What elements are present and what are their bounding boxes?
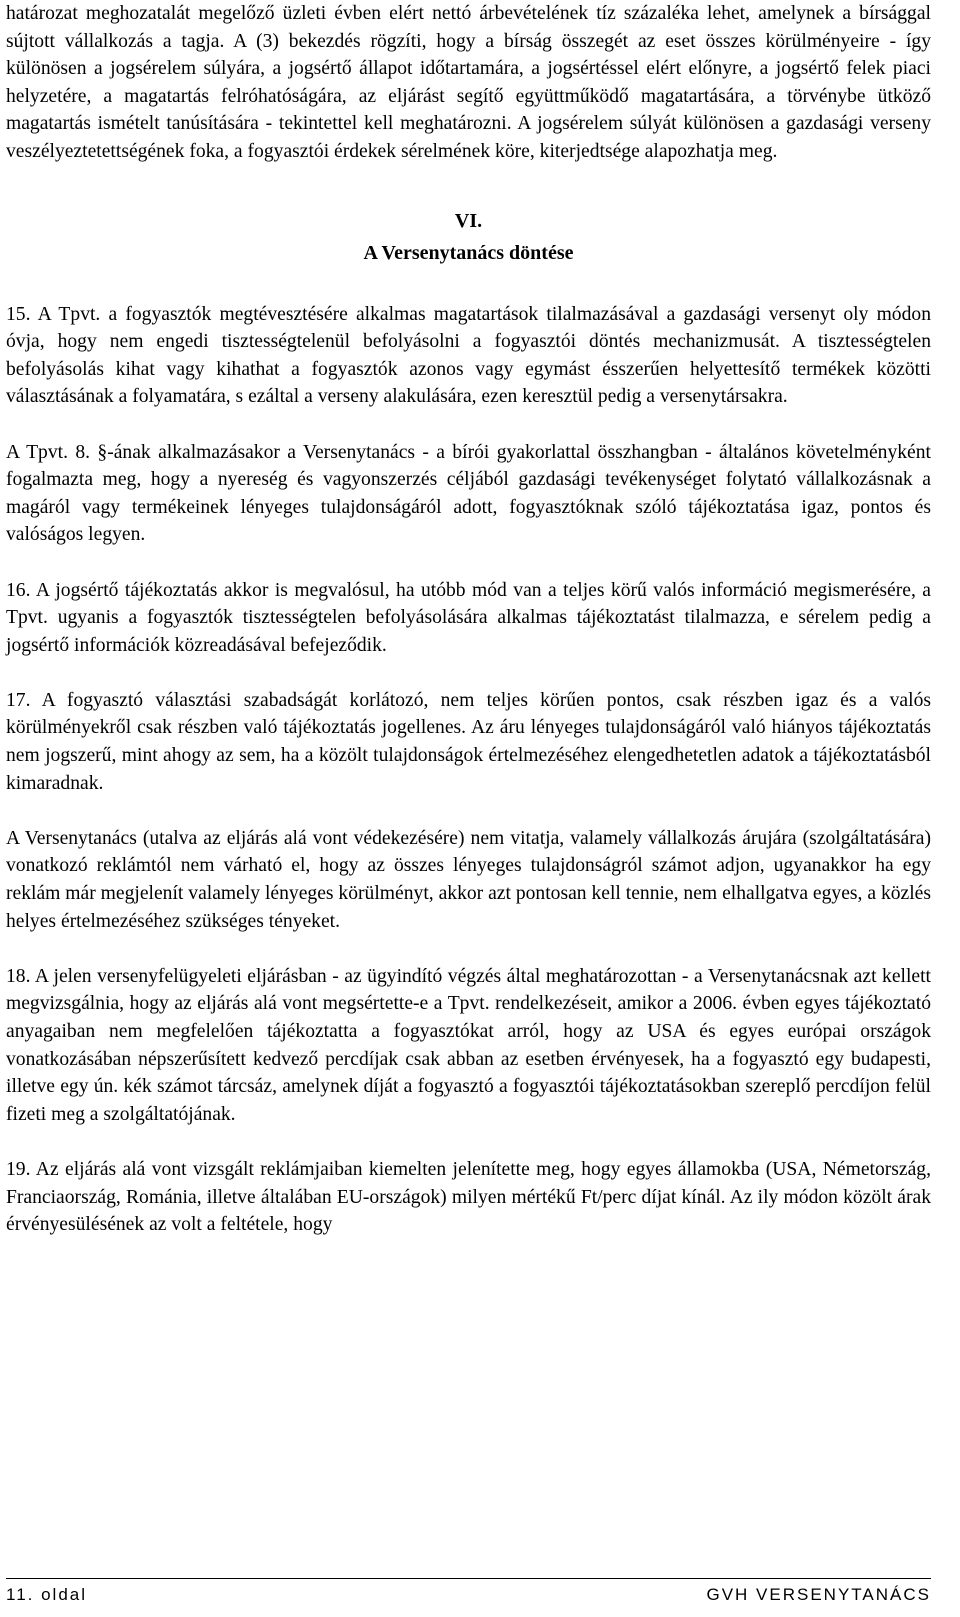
document-page	[6, 0, 931, 1239]
paragraph-18: 18. A jelen versenyfelügyeleti eljárásban - az ügyindító végzés által meghatározottan - a Versenytanácsnak azt kellett megvizsgálnia, hogy az eljárás alá vont megsértette-e a Tpvt. rendelkezéseit, amikor a 2006. évben egyes tájékoztató anyagaiban nem megfelelően tájékoztatta a fogyasztókat arról, hogy az USA és egyes európai országok vonatkozásában népszerűsített kedvező percdíjak csak abban az esetben érvényesek, ha a fogyasztó egy budapesti, illetve egy ún. kék számot tárcsáz, amelynek díját a fogyasztó a fogyasztói tájékoztatásokban szereplő percdíjon felül fizeti meg a szolgáltatójának.	[6, 965, 931, 1125]
paragraph-19: 19. Az eljárás alá vont vizsgált reklámjaiban kiemelten jelenítette meg, hogy egyes államokba (USA, Németország, Franciaország, Románia, illetve általában EU-országok) milyen mértékű Ft/perc díjat kínál. Az ily módon közölt árak érvényesülésének az volt a feltétele, hogy	[6, 1158, 931, 1236]
section-heading	[6, 205, 931, 269]
page-number: 11. oldal	[6, 1585, 88, 1604]
paragraph-versenytanacs: A Versenytanács (utalva az eljárás alá vont védekezésére) nem vitatja, valamely vállalkozás árujára (szolgáltatására) vonatkozó reklámtól nem várható el, hogy az összes lényeges tulajdonságról számot adjon, ugyanakkor ha egy reklám már megjelenít valamely lényeges körülményt, akkor azt pontosan kell tennie, nem elhallgatva egyes, a közlés helyes értelmezéséhez szükséges tényeket.	[6, 827, 931, 932]
footer-divider	[6, 1578, 931, 1579]
intro-paragraph: határozat meghozatalát megelőző üzleti évben elért nettó árbevételének tíz százaléka lehet, amelynek a bírsággal sújtott vállalkozás a tagja. A (3) bekezdés rögzíti, hogy a bírság összegét az eset összes körülményeire - így különösen a jogsérelem súlyára, a jogsértő állapot időtartamára, a jogsértéssel elért előnyre, a jogsértő felek piaci helyzetére, a magatartás felróhatóságára, az eljárást segítő együttműködő magatartására, a törvénybe ütköző magatartás ismételt tanúsítására - tekintettel kell meghatározni. A jogsérelem súlyát különösen a gazdasági verseny veszélyeztetettségének foka, a fogyasztói érdekek sérelmének köre, kiterjedtsége alapozhatja meg.	[6, 3, 931, 162]
paragraph-16: 16. A jogsértő tájékoztatás akkor is megvalósul, ha utóbb mód van a teljes körű valós információ megismerésére, a Tpvt. ugyanis a fogyasztók tisztességtelen befolyásolására alkalmas tájékoztatást tilalmazza, e sérelem pedig a jogsértő információk közreadásával befejeződik.	[6, 579, 931, 656]
page-footer	[6, 1578, 931, 1608]
paragraph-15: 15. A Tpvt. a fogyasztók megtévesztésére alkalmas magatartások tilalmazásával a gazdasági versenyt oly módon óvja, hogy nem engedi tisztességtelenül befolyásolni a fogyasztói döntés mechanizmusát. A tisztességtelen befolyásolás kihat vagy kihathat a fogyasztók azonos vagy egymást ésszerűen helyettesítő termékek közötti választásának a folyamatára, s ezáltal a verseny alakulására, ezen keresztül pedig a versenytársakra.	[6, 303, 931, 408]
organization-name: GVH VERSENYTANÁCS	[706, 1585, 931, 1604]
paragraph-tpvt-8: A Tpvt. 8. §-ának alkalmazásakor a Versenytanács - a bírói gyakorlattal összhangban - általános követelményként fogalmazta meg, hogy a nyereség és vagyonszerzés céljából gazdasági tevékenységet folytató vállalkozásnak a magáról vagy termékeinek lényeges tulajdonságáról adott, fogyasztóknak szóló tájékoztatása igaz, pontos és valóságos legyen.	[6, 441, 931, 546]
paragraph-17: 17. A fogyasztó választási szabadságát korlátozó, nem teljes körűen pontos, csak részben igaz és a valós körülményekről csak részben való tájékoztatás jogellenes. Az áru lényeges tulajdonságáról való hiányos tájékoztatás nem jogszerű, mint ahogy az sem, ha a közölt tulajdonságok értelmezéséhez elengedhetetlen adatok a tájékoztatásból kimaradnak.	[6, 689, 931, 794]
section-title: A Versenytanács döntése	[363, 241, 574, 264]
section-number: VI.	[454, 209, 483, 232]
